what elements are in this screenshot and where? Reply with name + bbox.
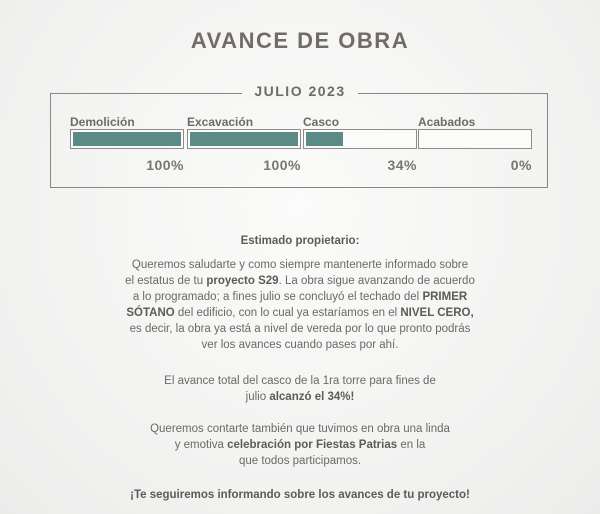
text-span: en la <box>397 439 426 451</box>
page-title: AVANCE DE OBRA <box>190 28 410 53</box>
emphasis: alcanzó el 34%! <box>269 391 355 403</box>
closing-line: ¡Te seguiremos informando sobre los avances de tu proyecto! <box>130 489 470 501</box>
text-line: Queremos saludarte y como siempre mantenerte informado sobre <box>131 259 469 271</box>
text-line: es decir, la obra ya está a nivel de vereda por lo que pronto podrás <box>129 323 471 335</box>
text-span: a lo programado; a fines julio se concluyó el techado del <box>132 291 423 303</box>
text-span: julio <box>245 391 270 403</box>
progress-month <box>0 83 600 101</box>
emphasis: NIVEL CERO, <box>400 307 474 319</box>
progress-bar <box>303 129 417 149</box>
progress-bar <box>70 129 184 149</box>
stage-casco <box>303 115 417 173</box>
stage-excavacion <box>187 115 301 173</box>
progress-bar <box>187 129 301 149</box>
emphasis: celebración por Fiestas Patrias <box>227 439 398 451</box>
stage-percent: 34% <box>387 157 417 173</box>
text-line: El avance total del casco de la 1ra torre para fines de <box>164 375 436 387</box>
stage-label: Demolición <box>70 115 135 129</box>
stage-label: Acabados <box>418 115 476 129</box>
progress-fill <box>306 132 343 146</box>
stage-acabados <box>418 115 532 173</box>
stage-label: Casco <box>303 115 340 129</box>
progress-bar <box>418 129 532 149</box>
text-line: que todos participamos. <box>238 455 362 467</box>
emphasis: PRIMER <box>422 291 468 303</box>
stage-demolicion <box>70 115 184 173</box>
text-span: el estatus de tu <box>125 275 207 287</box>
month-label: JULIO 2023 <box>242 83 357 99</box>
text-span: . La obra sigue avanzando de acuerdo <box>278 275 475 287</box>
stage-percent: 0% <box>510 157 532 173</box>
stage-label: Excavación <box>187 115 254 129</box>
text-span: y emotiva <box>174 439 228 451</box>
progress-fill <box>73 132 181 146</box>
project-name: proyecto S29 <box>206 275 279 287</box>
paragraph-3 <box>100 421 500 469</box>
progress-fill <box>190 132 298 146</box>
paragraph-2 <box>100 373 500 405</box>
emphasis: SÓTANO <box>126 307 175 319</box>
stage-percent: 100% <box>263 157 301 173</box>
stage-percent: 100% <box>146 157 184 173</box>
paragraph-1 <box>100 257 500 353</box>
text-span: del edificio, con lo cual ya estaríamos en el <box>174 307 401 319</box>
greeting: Estimado propietario: <box>240 235 360 247</box>
text-line: ver los avances cuando pases por ahí. <box>201 339 399 351</box>
text-line: Queremos contarte también que tuvimos en obra una linda <box>150 423 450 435</box>
